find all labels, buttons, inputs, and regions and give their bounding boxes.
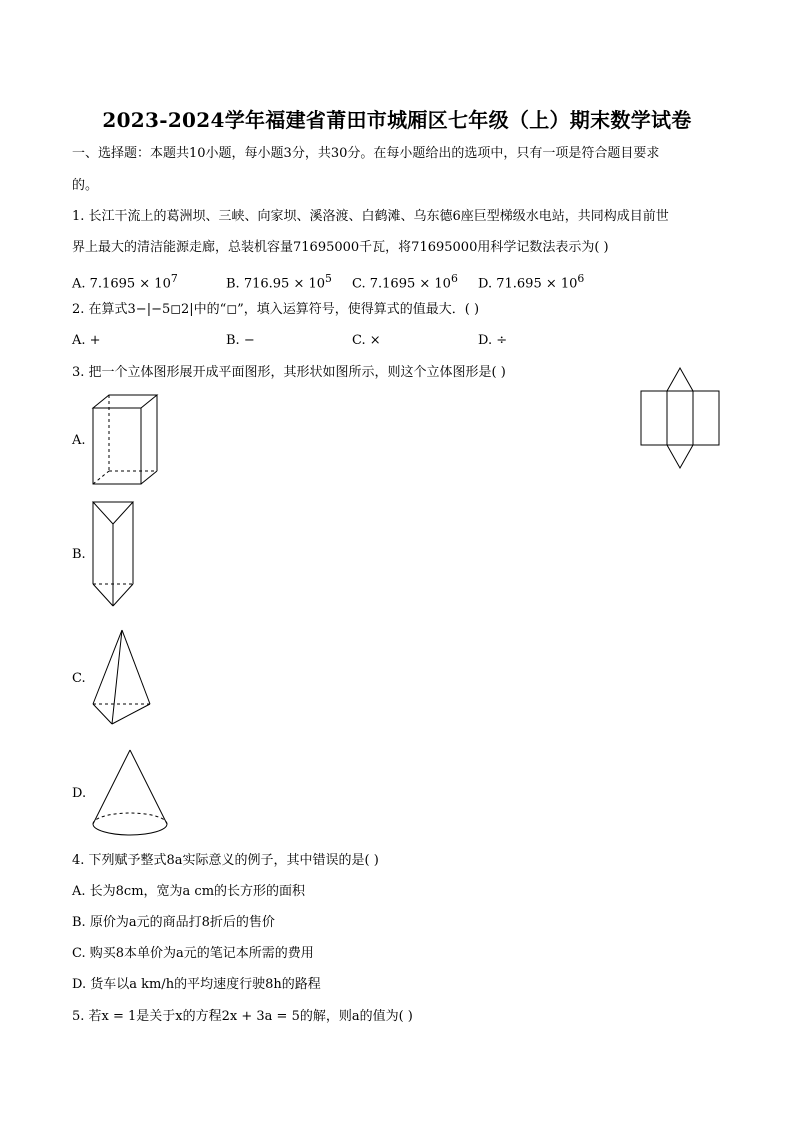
triangular-prism-figure[interactable] — [90, 498, 138, 610]
question-4-option-a[interactable]: A. 长为8cm，宽为a cm的长方形的面积 — [72, 884, 306, 899]
question-3-stem: 3. 把一个立体图形展开成平面图形，其形状如图所示，则这个立体图形是( ) — [72, 365, 506, 380]
question-3-option-d-label[interactable]: D. — [72, 786, 87, 801]
question-3-option-c-label[interactable]: C. — [72, 671, 86, 686]
cone-figure[interactable] — [90, 746, 170, 840]
question-1-stem-line2: 界上最大的清洁能源走廊，总装机容量71695000千瓦，将71695000用科学记数法表示为( ) — [72, 240, 609, 255]
question-2-option-d[interactable]: D. ÷ — [478, 333, 508, 348]
section-instruction-line1: 一、选择题：本题共10小题，每小题3分，共30分。在每小题给出的选项中，只有一项是符合题目要求 — [72, 146, 660, 161]
question-4-option-c[interactable]: C. 购买8本单价为a元的笔记本所需的费用 — [72, 946, 314, 961]
question-1-option-d[interactable]: D. $71.695 \times 10^6$ — [478, 272, 585, 292]
question-2-stem: 2. 在算式3−|−5◻2|中的“◻”，填入运算符号，使得算式的值最大．( ) — [72, 302, 480, 317]
question-4-option-b[interactable]: B. 原价为a元的商品打8折后的售价 — [72, 915, 275, 930]
question-3-option-b-label[interactable]: B. — [72, 547, 86, 562]
net-diagram — [638, 366, 722, 472]
triangular-pyramid-figure[interactable] — [90, 626, 154, 730]
question-2-option-b[interactable]: B. − — [226, 333, 255, 348]
question-4-stem: 4. 下列赋予整式8a实际意义的例子，其中错误的是( ) — [72, 853, 379, 868]
question-1-option-b[interactable]: B. $716.95 \times 10^5$ — [226, 272, 332, 292]
net-bottom-triangle — [667, 445, 693, 468]
question-5-stem: 5. 若x = 1是关于x的方程2x + 3a = 5的解，则a的值为( ) — [72, 1009, 413, 1024]
page-title: 2023-2024学年福建省莆田市城厢区七年级（上）期末数学试卷 — [102, 108, 692, 132]
net-top-triangle — [667, 368, 693, 391]
question-4-option-d[interactable]: D. 货车以a km/h的平均速度行驶8h的路程 — [72, 977, 321, 992]
question-2-option-c[interactable]: C. × — [352, 333, 381, 348]
question-1-stem-line1: 1. 长江干流上的葛洲坝、三峡、向家坝、溪洛渡、白鹤滩、乌东德6座巨型梯级水电站，共同构成目前世 — [72, 209, 669, 224]
rectangular-prism-figure[interactable] — [90, 392, 162, 488]
question-2-option-a[interactable]: A. + — [72, 333, 101, 348]
section-instruction-line2: 的。 — [72, 178, 99, 193]
question-1-option-c[interactable]: C. $7.1695 \times 10^6$ — [352, 272, 458, 292]
net-rectangles — [641, 391, 719, 445]
question-3-option-a-label[interactable]: A. — [72, 433, 86, 448]
question-1-option-a[interactable]: A. $7.1695 \times 10^7$ — [72, 272, 178, 292]
